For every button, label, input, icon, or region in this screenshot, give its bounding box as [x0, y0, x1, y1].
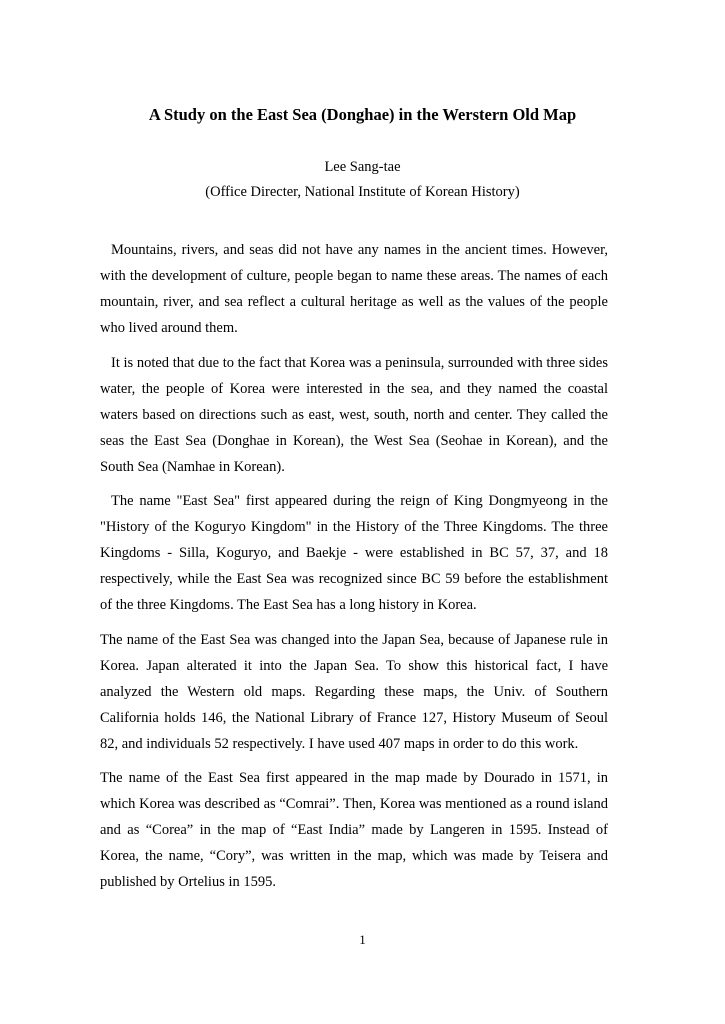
page-number: 1: [359, 932, 366, 947]
body-text: [100, 237, 608, 904]
paragraph: The name "East Sea" first appeared during the reign of King Dongmyeong in the "History of the Koguryo Kingdom" in the History of the Three Kingdoms. The three Kingdoms - Silla, Koguryo, and Baekje - were established in BC 57, 37, and 18 respectively, while the East Sea was recognized since BC 59 before the establishment of the three Kingdoms. The East Sea has a long history in Korea.: [100, 493, 608, 613]
paragraph: The name of the East Sea was changed into the Japan Sea, because of Japanese rule in Korea. Japan alterated it into the Japan Sea. To show this historical fact, I have analyzed the Western old maps. Regarding these maps, the Univ. of Southern California holds 146, the National Library of France 127, History Museum of Seoul 82, and individuals 52 respectively. I have used 407 maps in order to do this work.: [100, 631, 608, 752]
author-name: Lee Sang-tae: [324, 159, 401, 175]
paragraph: It is noted that due to the fact that Korea was a peninsula, surrounded with three sides water, the people of Korea were interested in the sea, and they named the coastal waters based on directions such as east, west, south, north and center. They called the seas the East Sea (Donghae in Korean), the West Sea (Seohae in Korean), and the South Sea (Namhae in Korean).: [100, 354, 608, 475]
paragraph: Mountains, rivers, and seas did not have any names in the ancient times. However, with the development of culture, people began to name these areas. The names of each mountain, river, and sea reflect a cultural heritage as well as the values of the people who lived around them.: [100, 242, 608, 336]
paper-title: A Study on the East Sea (Donghae) in the Werstern Old Map: [148, 105, 577, 124]
paragraph: The name of the East Sea first appeared in the map made by Dourado in 1571, in which Korea was described as “Comrai”. Then, Korea was mentioned as a round island and as “Corea” in the map of “East India” made by Langeren in 1595. Instead of Korea, the name, “Cory”, was written in the map, which was made by Teisera and published by Ortelius in 1595.: [100, 770, 608, 890]
author-affiliation: (Office Directer, National Institute of Korean History): [205, 184, 520, 200]
